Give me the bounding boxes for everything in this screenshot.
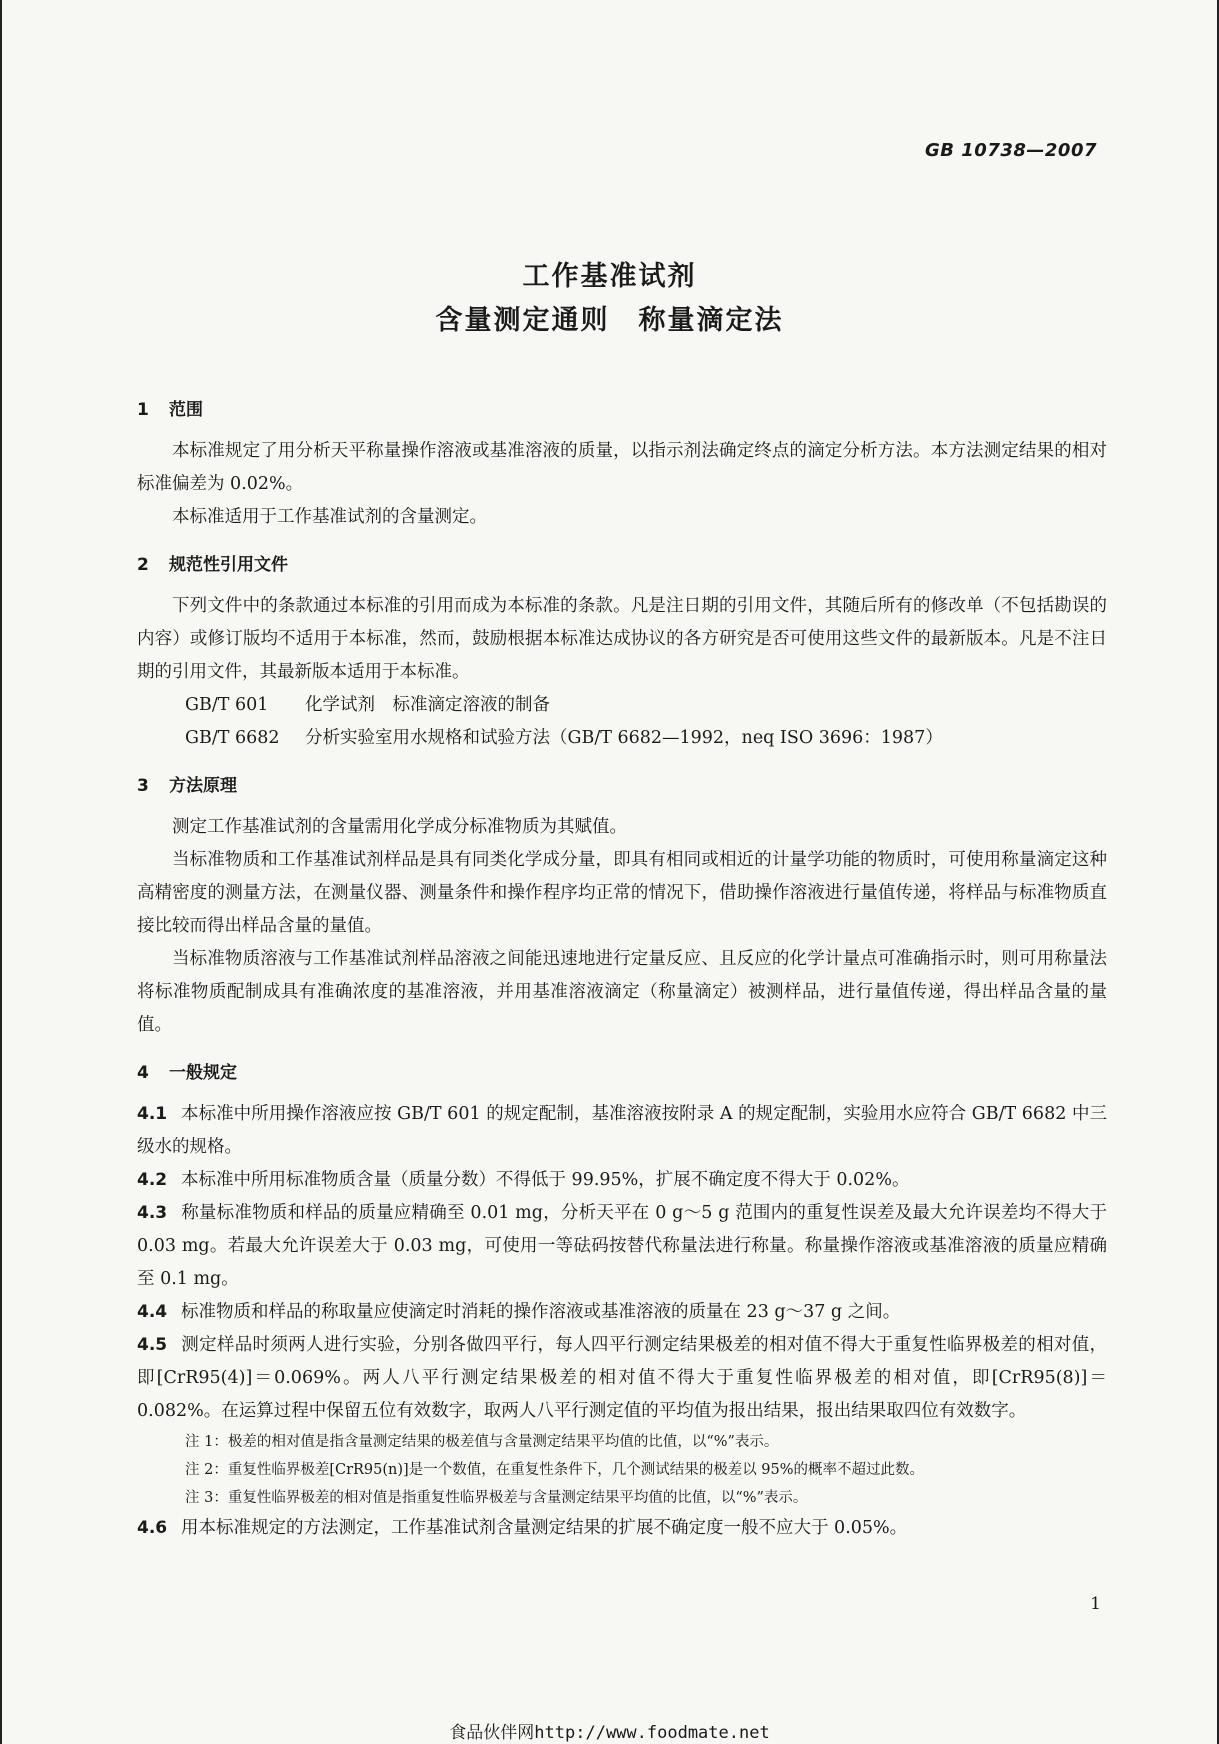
paragraph: 当标准物质和工作基准试剂样品是具有同类化学成分量，即具有相同或相近的计量学功能的物质时，可使用称量滴定这种高精密度的测量方法，在测量仪器、测量条件和操作程序均正常的情况下，借助操作溶液进行量值传递，将样品与标准物质直接比较而得出样品含量的量值。 bbox=[137, 850, 1107, 936]
clause-4-5 bbox=[137, 1329, 1107, 1428]
clause-text: 用本标准规定的方法测定，工作基准试剂含量测定结果的扩展不确定度一般不应大于 0.05%。 bbox=[181, 1518, 908, 1538]
clause-number: 4.5 bbox=[137, 1335, 168, 1355]
reference-code: GB/T 601 bbox=[185, 695, 269, 715]
clause-number: 4.1 bbox=[137, 1104, 168, 1124]
page-number: 1 bbox=[1090, 1594, 1101, 1614]
document-title-line2: 含量测定通则 称量滴定法 bbox=[435, 305, 784, 336]
normative-reference bbox=[137, 689, 1107, 722]
clause-number: 4.6 bbox=[137, 1518, 168, 1538]
reference-code: GB/T 6682 bbox=[185, 728, 280, 748]
document-body bbox=[137, 395, 1107, 1545]
paragraph: 下列文件中的条款通过本标准的引用而成为本标准的条款。凡是注日期的引用文件，其随后所有的修改单（不包括勘误的内容）或修订版均不适用于本标准，然而，鼓励根据本标准达成协议的各方研究是否可使用这些文件的最新版本。凡是不注日期的引用文件，其最新版本适用于本标准。 bbox=[137, 596, 1107, 682]
clause-text: 本标准中所用标准物质含量（质量分数）不得低于 99.95%，扩展不确定度不得大于 0.02%。 bbox=[181, 1170, 910, 1190]
paragraph: 当标准物质溶液与工作基准试剂样品溶液之间能迅速地进行定量反应、且反应的化学计量点可准确指示时，则可用称量法将标准物质配制成具有准确浓度的基准溶液，并用基准溶液滴定（称量滴定）被测样品，进行量值传递，得出样品含量的量值。 bbox=[137, 949, 1107, 1035]
clause-4-1 bbox=[137, 1098, 1107, 1164]
section-number: 2 bbox=[137, 555, 149, 575]
clause-text: 本标准中所用操作溶液应按 GB/T 601 的规定配制，基准溶液按附录 A 的规定配制，实验用水应符合 GB/T 6682 中三级水的规格。 bbox=[137, 1104, 1107, 1157]
section-title: 规范性引用文件 bbox=[169, 555, 288, 575]
reference-title: 化学试剂 标准滴定溶液的制备 bbox=[305, 695, 550, 715]
clause-text: 标准物质和样品的称取量应使滴定时消耗的操作溶液或基准溶液的质量在 23 g～37 g 之间。 bbox=[181, 1302, 901, 1322]
clause-text: 称量标准物质和样品的质量应精确至 0.01 mg，分析天平在 0 g～5 g 范围内的重复性误差及最大允许误差均不得大于 0.03 mg。若最大允许误差大于 0.03 mg，可使用一等砝码按替代称量法进行称量。称量操作溶液或基准溶液的质量应精确至 0.1 mg。 bbox=[137, 1203, 1107, 1289]
clause-4-3 bbox=[137, 1197, 1107, 1296]
section-title: 一般规定 bbox=[169, 1063, 237, 1083]
section-2-heading bbox=[137, 550, 1107, 580]
clause-4-2 bbox=[137, 1164, 1107, 1197]
clause-number: 4.2 bbox=[137, 1170, 168, 1190]
section-title: 方法原理 bbox=[169, 776, 237, 796]
paragraph: 测定工作基准试剂的含量需用化学成分标准物质为其赋值。 bbox=[172, 817, 627, 837]
clause-text: 测定样品时须两人进行实验，分别各做四平行，每人四平行测定结果极差的相对值不得大于重复性临界极差的相对值，即[CrR95(4)]＝0.069%。两人八平行测定结果极差的相对值不得大于重复性临界极差的相对值，即[CrR95(8)]＝0.082%。在运算过程中保留五位有效数字，取两人八平行测定值的平均值为报出结果，报出结果取四位有效数字。 bbox=[137, 1335, 1107, 1421]
section-3-heading bbox=[137, 771, 1107, 801]
clause-number: 4.3 bbox=[137, 1203, 168, 1223]
clause-4-4 bbox=[137, 1296, 1107, 1329]
document-title-line1: 工作基准试剂 bbox=[522, 261, 697, 292]
clause-4-6 bbox=[137, 1512, 1107, 1545]
note-2: 注 2：重复性临界极差[CrR95(n)]是一个数值，在重复性条件下，几个测试结果的极差以 95%的概率不超过此数。 bbox=[185, 1462, 925, 1478]
section-4-heading bbox=[137, 1058, 1107, 1088]
paragraph: 本标准规定了用分析天平称量操作溶液或基准溶液的质量，以指示剂法确定终点的滴定分析方法。本方法测定结果的相对标准偏差为 0.02%。 bbox=[137, 441, 1107, 494]
section-number: 3 bbox=[137, 776, 149, 796]
clause-number: 4.4 bbox=[137, 1302, 168, 1322]
note-3: 注 3：重复性临界极差的相对值是指重复性临界极差与含量测定结果平均值的比值，以“%”表示。 bbox=[185, 1490, 808, 1506]
normative-reference bbox=[137, 722, 1107, 755]
paragraph: 本标准适用于工作基准试剂的含量测定。 bbox=[172, 507, 487, 527]
section-number: 1 bbox=[137, 400, 149, 420]
section-number: 4 bbox=[137, 1063, 149, 1083]
note-1: 注 1：极差的相对值是指含量测定结果的极差值与含量测定结果平均值的比值，以“%”表示。 bbox=[185, 1434, 779, 1450]
reference-title: 分析实验室用水规格和试验方法（GB/T 6682—1992，neq ISO 3696：1987） bbox=[305, 728, 943, 748]
footer-watermark: 食品伙伴网http://www.foodmate.net bbox=[449, 1723, 770, 1743]
section-1-heading bbox=[137, 395, 1107, 425]
standard-code: GB 10738—2007 bbox=[925, 140, 1097, 161]
section-title: 范围 bbox=[169, 400, 203, 420]
